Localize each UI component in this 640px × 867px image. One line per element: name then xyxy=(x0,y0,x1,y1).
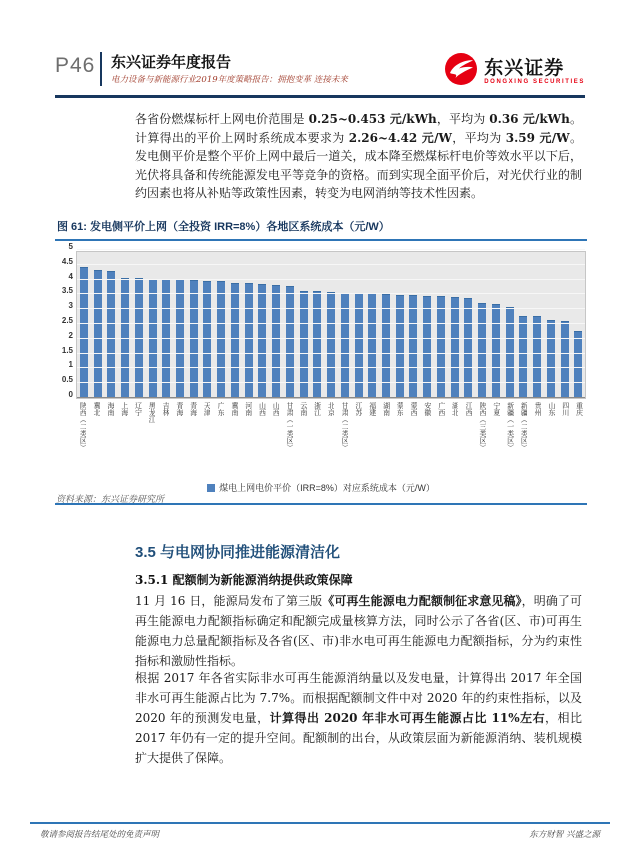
bar xyxy=(519,316,527,398)
y-tick-label: 3.5 xyxy=(61,286,73,296)
x-label: 吉林 xyxy=(162,402,170,416)
gridline xyxy=(77,249,585,250)
x-label: 河南 xyxy=(244,402,252,416)
bar-slot xyxy=(420,252,434,398)
chart-y-axis xyxy=(55,242,73,399)
page-number: P46 xyxy=(55,54,96,77)
bar-slot xyxy=(352,252,366,398)
bar-slot xyxy=(242,252,256,398)
y-tick-label: 5 xyxy=(68,242,73,251)
x-label: 四川 xyxy=(561,402,569,416)
footer-disclaimer: 敬请参阅报告结尾处的免责声明 xyxy=(40,830,160,840)
x-label-slot xyxy=(228,402,242,474)
chart-bars xyxy=(77,252,585,398)
x-label-slot xyxy=(310,402,324,474)
bar xyxy=(561,321,569,398)
section-paragraph-1: 11 月 16 日，能源局发布了第三版《可再生能源电力配额制征求意见稿》，明确了可再生能源电力配额指标确定和配额完成量核算方法，同时公示了各省(区、市)可再生能源电力总量配额指标及各省(区、市)非水电可再生能源电力配额指标，分为约束性指标和激励性指标。 xyxy=(135,594,582,668)
x-label: 北京 xyxy=(327,402,335,416)
legend-label: 煤电上网电价平价（IRR=8%）对应系统成本（元/W） xyxy=(219,483,435,493)
bar-slot xyxy=(228,252,242,398)
bar-slot xyxy=(256,252,270,398)
x-label-slot xyxy=(421,402,435,474)
x-label: 广西 xyxy=(437,402,445,416)
x-label: 湖南 xyxy=(382,402,390,416)
bar xyxy=(478,303,486,398)
bar-slot xyxy=(393,252,407,398)
x-label-slot xyxy=(76,402,90,474)
x-label: 山西 xyxy=(258,402,266,416)
bar-slot xyxy=(159,252,173,398)
y-tick-label: 0 xyxy=(68,390,73,399)
x-label-slot xyxy=(186,402,200,474)
bar-slot xyxy=(283,252,297,398)
gridline xyxy=(77,353,585,354)
x-label-slot xyxy=(241,402,255,474)
x-label: 冀北 xyxy=(93,402,101,416)
x-label: 蒙东 xyxy=(396,402,404,416)
bar xyxy=(94,270,102,398)
x-label-slot xyxy=(104,402,118,474)
report-subtitle: 电力设备与新能源行业2019年度策略报告：拥抱变革 连接未来 xyxy=(111,75,348,85)
x-label: 江西 xyxy=(465,402,473,416)
bar-slot xyxy=(503,252,517,398)
x-label-slot xyxy=(297,402,311,474)
bar-slot xyxy=(544,252,558,398)
brand-logo-icon xyxy=(444,52,478,91)
x-label: 海南 xyxy=(106,402,114,416)
bar-slot xyxy=(324,252,338,398)
chart-x-labels xyxy=(76,402,586,474)
x-label-slot xyxy=(476,402,490,474)
gridline xyxy=(77,279,585,280)
bar xyxy=(258,284,266,398)
x-label: 重庆 xyxy=(575,402,583,416)
x-label: 新疆（一类区） xyxy=(506,402,514,451)
bar-slot xyxy=(407,252,421,398)
figure-61 xyxy=(55,216,587,505)
bar-slot xyxy=(489,252,503,398)
x-label-slot xyxy=(131,402,145,474)
bar-slot xyxy=(187,252,201,398)
x-label-slot xyxy=(489,402,503,474)
y-tick-label: 4 xyxy=(68,271,73,281)
x-label-slot xyxy=(434,402,448,474)
y-tick-label: 1.5 xyxy=(61,345,73,355)
gridline xyxy=(77,367,585,368)
x-label: 蒙西 xyxy=(410,402,418,416)
x-label: 广东 xyxy=(217,402,225,416)
x-label: 江苏 xyxy=(355,402,363,416)
report-title: 东兴证券年度报告 xyxy=(111,54,232,71)
x-label-slot xyxy=(503,402,517,474)
bar xyxy=(574,331,582,398)
bar-slot xyxy=(448,252,462,398)
x-label-slot xyxy=(558,402,572,474)
bar-slot xyxy=(365,252,379,398)
bar xyxy=(547,320,555,398)
x-label-slot xyxy=(448,402,462,474)
bar-slot xyxy=(434,252,448,398)
x-label: 辽宁 xyxy=(134,402,142,416)
x-label: 天津 xyxy=(203,402,211,416)
brand-subtitle: DONGXING SECURITIES xyxy=(484,78,585,85)
x-label: 湖北 xyxy=(451,402,459,416)
x-label: 云南 xyxy=(299,402,307,416)
y-tick-label: 2 xyxy=(68,330,73,340)
x-label: 青海 xyxy=(189,402,197,416)
brand-logo xyxy=(444,52,585,91)
x-label-slot xyxy=(379,402,393,474)
x-label-slot xyxy=(365,402,379,474)
y-tick-label: 1 xyxy=(68,360,73,370)
x-label-slot xyxy=(90,402,104,474)
intro-paragraph: 各省份燃煤标杆上网电价范围是 0.25~0.453 元/kWh，平均为 0.36 元/kWh。计算得出的平价上网时系统成本要求为 2.26~4.42 元/W，平均为 3.59 元/W。发电侧平价是整个平价上网中最后一道关，成本降至燃煤标杆电价等效水平以下后，光伏将具备和传统能源发电平等竞争的资格。而到实现全面平价后，对光伏行业的制约因素也将从补贴等政策性因素，转变为电网消纳等技术性因素。 xyxy=(135,112,582,200)
figure-source: 资料来源：东兴证券研究所 xyxy=(56,495,165,505)
subsection-heading: 3.5.1 配额制为新能源消纳提供政策保障 xyxy=(135,573,353,587)
bar xyxy=(245,283,253,398)
bar xyxy=(492,304,500,398)
gridline xyxy=(77,308,585,309)
x-label: 福建 xyxy=(368,402,376,416)
bar-slot xyxy=(517,252,531,398)
x-label: 贵州 xyxy=(534,402,542,416)
bar-slot xyxy=(379,252,393,398)
bar-slot xyxy=(558,252,572,398)
gridline xyxy=(77,293,585,294)
bar-slot xyxy=(77,252,91,398)
bar-slot xyxy=(91,252,105,398)
bar-slot xyxy=(173,252,187,398)
y-tick-label: 3 xyxy=(68,301,73,311)
bar-slot xyxy=(475,252,489,398)
x-label-slot xyxy=(393,402,407,474)
bar-slot xyxy=(118,252,132,398)
bar-slot xyxy=(132,252,146,398)
x-label: 上海 xyxy=(120,402,128,416)
bar-slot xyxy=(297,252,311,398)
bar xyxy=(231,283,239,398)
gridline xyxy=(77,382,585,383)
bar xyxy=(272,285,280,398)
brand-name: 东兴证券 xyxy=(484,57,565,79)
bar-slot xyxy=(214,252,228,398)
x-label-slot xyxy=(269,402,283,474)
page-footer xyxy=(40,828,600,840)
x-label: 甘肃（一类区） xyxy=(286,402,294,451)
bar-slot xyxy=(104,252,118,398)
x-label: 冀南 xyxy=(230,402,238,416)
bar-slot xyxy=(310,252,324,398)
x-label: 黑龙江 xyxy=(148,402,156,423)
x-label: 安徽 xyxy=(423,402,431,416)
x-label-slot xyxy=(352,402,366,474)
x-label: 山东 xyxy=(547,402,555,416)
bar xyxy=(190,280,198,398)
bar-slot xyxy=(338,252,352,398)
x-label-slot xyxy=(572,402,586,474)
gridline xyxy=(77,338,585,339)
x-label: 青海 xyxy=(175,402,183,416)
x-label-slot xyxy=(531,402,545,474)
x-label-slot xyxy=(338,402,352,474)
bar-slot xyxy=(269,252,283,398)
bar xyxy=(533,316,541,398)
gridline xyxy=(77,323,585,324)
figure-title: 图 61: 发电侧平价上网（全投资 IRR=8%）各地区系统成本（元/W） xyxy=(55,216,587,241)
bar-slot xyxy=(571,252,585,398)
x-label-slot xyxy=(545,402,559,474)
bar-slot xyxy=(201,252,215,398)
section-paragraph-2: 根据 2017 年各省实际非水可再生能源消纳量以及发电量，计算得出 2017 年全国非水可再生能源占比为 7.7%。而根据配额制文件中对 2020 年的约束性指标，以及 2020 年的预测发电量，计算得出 2020 年非水可再生能源占比 11%左右，相比 2017 年仍有一定的提升空间。配额制的出台，从政策层面为新能源消纳、装机规模扩大提供了保障。 xyxy=(135,671,582,765)
x-label-slot xyxy=(214,402,228,474)
bar-slot xyxy=(462,252,476,398)
x-label-slot xyxy=(283,402,297,474)
x-label: 甘肃（二类区） xyxy=(341,402,349,451)
x-label-slot xyxy=(200,402,214,474)
x-label-slot xyxy=(117,402,131,474)
x-label-slot xyxy=(145,402,159,474)
x-label-slot xyxy=(159,402,173,474)
x-label: 陕西（二类区） xyxy=(79,402,87,451)
x-label: 新疆（二类区） xyxy=(520,402,528,451)
y-tick-label: 2.5 xyxy=(61,316,73,325)
header-divider xyxy=(100,52,102,86)
footer-slogan: 东方财智 兴盛之源 xyxy=(529,830,600,840)
gridline xyxy=(77,264,585,265)
x-label: 山西 xyxy=(272,402,280,416)
bar xyxy=(80,267,88,398)
x-label-slot xyxy=(172,402,186,474)
bar xyxy=(107,271,115,398)
section-heading: 3.5 与电网协同推进能源清洁化 xyxy=(135,544,341,561)
footer-rule xyxy=(30,822,610,824)
x-label: 宁夏 xyxy=(492,402,500,416)
x-label: 陕西（三类区） xyxy=(479,402,487,451)
bar-slot xyxy=(146,252,160,398)
chart-plot xyxy=(76,251,586,399)
y-tick-label: 0.5 xyxy=(61,375,73,385)
x-label-slot xyxy=(407,402,421,474)
chart-baseline xyxy=(77,397,585,398)
bar-chart xyxy=(55,242,587,501)
x-label-slot xyxy=(462,402,476,474)
bar xyxy=(203,281,211,398)
bar-slot xyxy=(530,252,544,398)
x-label-slot xyxy=(255,402,269,474)
header-rule xyxy=(55,95,585,98)
x-label-slot xyxy=(517,402,531,474)
y-tick-label: 4.5 xyxy=(61,256,73,266)
legend-swatch-icon xyxy=(207,484,215,492)
bar xyxy=(217,281,225,398)
x-label-slot xyxy=(324,402,338,474)
x-label: 浙江 xyxy=(313,402,321,416)
